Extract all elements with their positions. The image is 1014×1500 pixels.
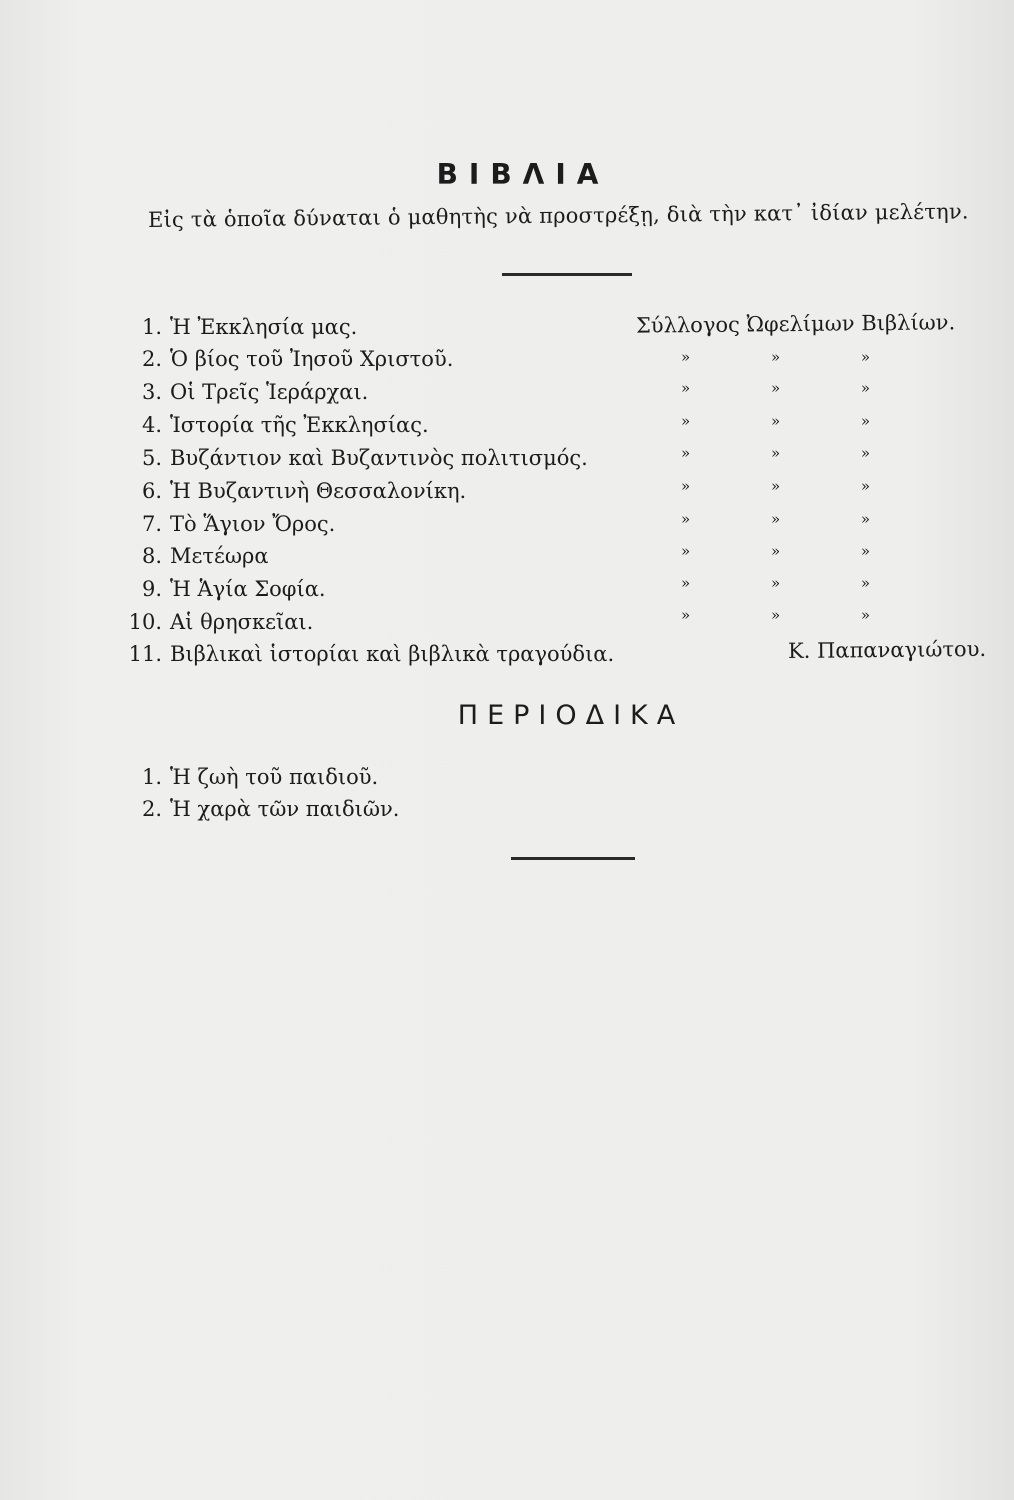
periodical-title: Ἡ χαρὰ τῶν παιδιῶν. — [170, 797, 400, 821]
book-title: Τὸ Ἅγιον Ὄρος. — [170, 512, 336, 536]
book-title: Αἱ θρησκεῖαι. — [170, 610, 314, 634]
book-title: Ἱστορία τῆς Ἐκκλησίας. — [170, 413, 429, 437]
book-number: 7. — [141, 512, 162, 536]
book-number: 4. — [141, 413, 162, 437]
book-publisher-ditto: » » » — [681, 477, 871, 495]
book-title: Ἡ Ἐκκλησία μας. — [170, 315, 358, 339]
book-publisher-ditto: » » » — [681, 574, 871, 592]
book-number: 3. — [141, 380, 162, 404]
book-title: Ἡ Βυζαντινὴ Θεσσαλονίκη. — [170, 479, 467, 503]
book-number: 6. — [141, 479, 162, 503]
book-publisher-ditto: » » » — [681, 510, 871, 528]
book-number: 8. — [141, 544, 162, 568]
books-subtitle: Εἰς τὰ ὁποῖα δύναται ὁ μαθητὴς νὰ προστρέξῃ, διὰ τὴν κατ᾿ ἰδίαν μελέτην. — [147, 199, 969, 232]
book-publisher: Σύλλογος Ὠφελίμων Βιβλίων. — [635, 310, 956, 338]
book-number: 2. — [141, 347, 162, 371]
book-number: 1. — [141, 315, 162, 339]
book-publisher-ditto: » » » — [681, 444, 871, 462]
periodical-number: 2. — [141, 797, 162, 821]
book-publisher-ditto: » » » — [681, 348, 871, 366]
book-title: Βιβλικαὶ ἱστορίαι καὶ βιβλικὰ τραγούδια. — [170, 642, 615, 666]
divider-rule — [502, 273, 632, 276]
periodical-title: Ἡ ζωὴ τοῦ παιδιοῦ. — [170, 765, 379, 789]
book-number: 11. — [128, 642, 162, 666]
book-number: 9. — [141, 577, 162, 601]
book-publisher: Κ. Παπαναγιώτου. — [787, 636, 987, 664]
periodicals-heading: ΠΕΡΙΟΔΙΚΑ — [457, 700, 685, 731]
book-publisher-ditto: » » » — [681, 606, 871, 624]
periodical-number: 1. — [141, 765, 162, 789]
book-publisher-ditto: » » » — [681, 542, 871, 560]
book-publisher-ditto: » » » — [681, 412, 871, 430]
book-number: 10. — [128, 610, 162, 634]
divider-rule — [511, 857, 635, 860]
book-number: 5. — [141, 446, 162, 470]
book-title: Ἡ Ἁγία Σοφία. — [170, 577, 326, 601]
book-title: Ὁ βίος τοῦ Ἰησοῦ Χριστοῦ. — [170, 347, 454, 371]
book-title: Μετέωρα — [170, 544, 269, 568]
book-publisher-ditto: » » » — [681, 379, 871, 397]
book-title: Οἱ Τρεῖς Ἱεράρχαι. — [170, 380, 369, 404]
book-title: Βυζάντιον καὶ Βυζαντινὸς πολιτισμός. — [170, 446, 588, 470]
books-heading: ΒΙΒΛΙΑ — [436, 158, 610, 191]
